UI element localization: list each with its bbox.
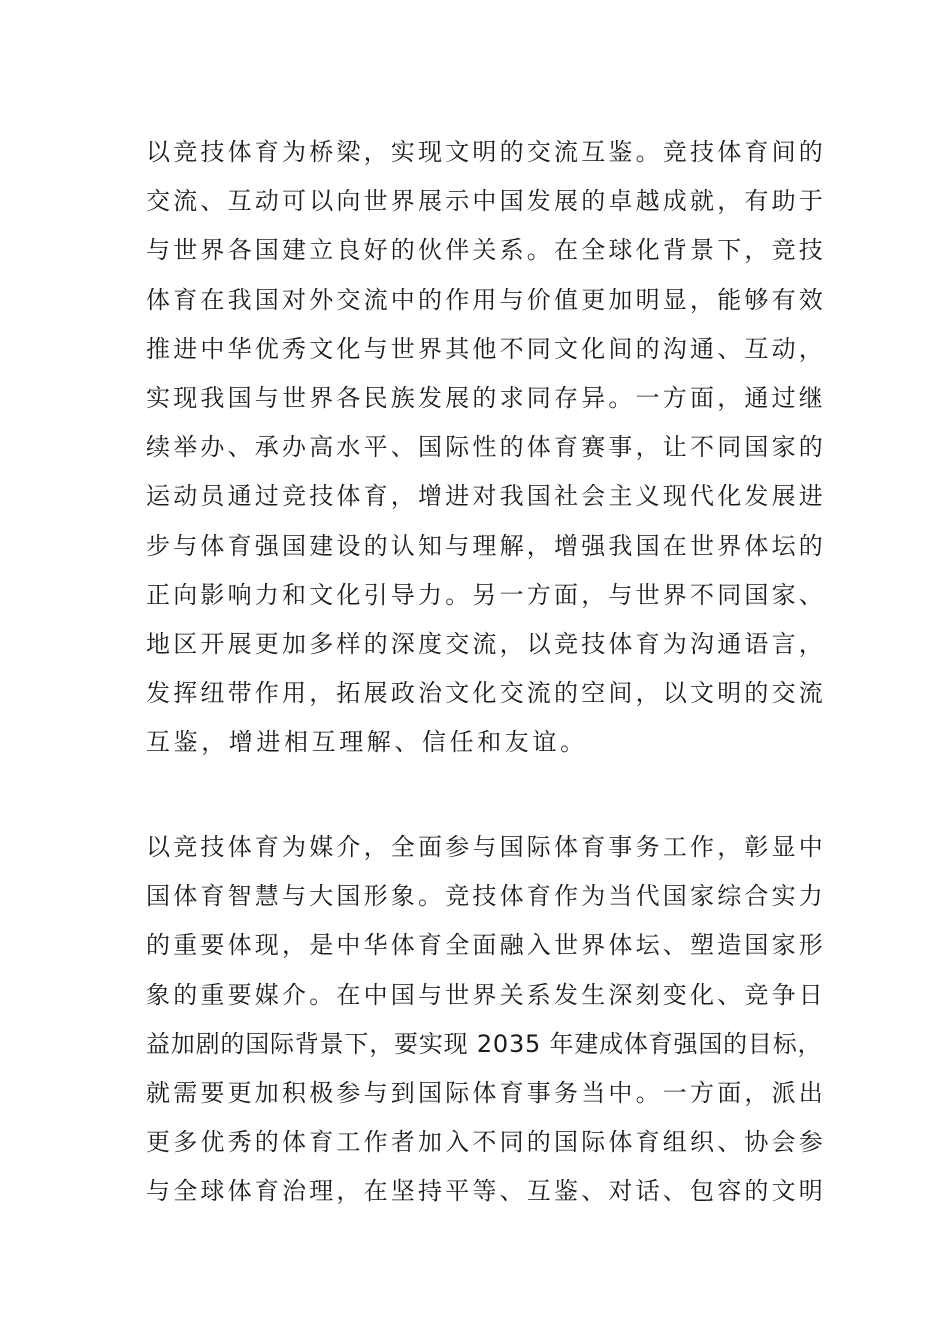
paragraph-line: 交流、互动可以向世界展示中国发展的卓越成就，有助于 xyxy=(146,187,826,216)
paragraph-line: 步与体育强国建设的认知与理解，增强我国在世界体坛的 xyxy=(146,531,826,560)
paragraph-line: 的重要体现，是中华体育全面融入世界体坛、塑造国家形 xyxy=(146,931,826,960)
paragraph-line: 国体育智慧与大国形象。竞技体育作为当代国家综合实力 xyxy=(146,882,826,911)
paragraph-line: 互鉴，增进相互理解、信任和友谊。 xyxy=(146,728,588,757)
paragraph-line: 实现我国与世界各民族发展的求同存异。一方面，通过继 xyxy=(146,383,826,412)
paragraph-line: 发挥纽带作用，拓展政治文化交流的空间，以文明的交流 xyxy=(146,679,826,708)
paragraph-cultural-exchange xyxy=(146,128,826,767)
paragraph-line: 更多优秀的体育工作者加入不同的国际体育组织、协会参 xyxy=(146,1128,826,1157)
paragraph-line: 与全球体育治理，在坚持平等、互鉴、对话、包容的文明 xyxy=(146,1177,826,1206)
paragraph-line: 益加剧的国际背景下，要实现 2035 年建成体育强国的目标， xyxy=(146,1029,823,1058)
paragraph-line: 与世界各国建立良好的伙伴关系。在全球化背景下，竞技 xyxy=(146,236,826,265)
paragraph-line: 正向影响力和文化引导力。另一方面，与世界不同国家、 xyxy=(146,580,826,609)
paragraph-line: 推进中华优秀文化与世界其他不同文化间的沟通、互动， xyxy=(146,334,826,363)
paragraph-line: 运动员通过竞技体育，增进对我国社会主义现代化发展进 xyxy=(146,482,826,511)
paragraph-international-affairs xyxy=(146,823,826,1217)
paragraph-line: 以竞技体育为媒介，全面参与国际体育事务工作，彰显中 xyxy=(146,833,826,861)
paragraph-line: 以竞技体育为桥梁，实现文明的交流互鉴。竞技体育间的 xyxy=(146,138,826,166)
paragraph-line: 就需要更加积极参与到国际体育事务当中。一方面，派出 xyxy=(146,1078,826,1107)
paragraph-line: 象的重要媒介。在中国与世界关系发生深刻变化、竞争日 xyxy=(146,980,826,1009)
paragraph-line: 续举办、承办高水平、国际性的体育赛事，让不同国家的 xyxy=(146,433,826,462)
paragraph-line: 体育在我国对外交流中的作用与价值更加明显，能够有效 xyxy=(146,285,826,314)
paragraph-line: 地区开展更加多样的深度交流，以竞技体育为沟通语言， xyxy=(146,629,826,658)
